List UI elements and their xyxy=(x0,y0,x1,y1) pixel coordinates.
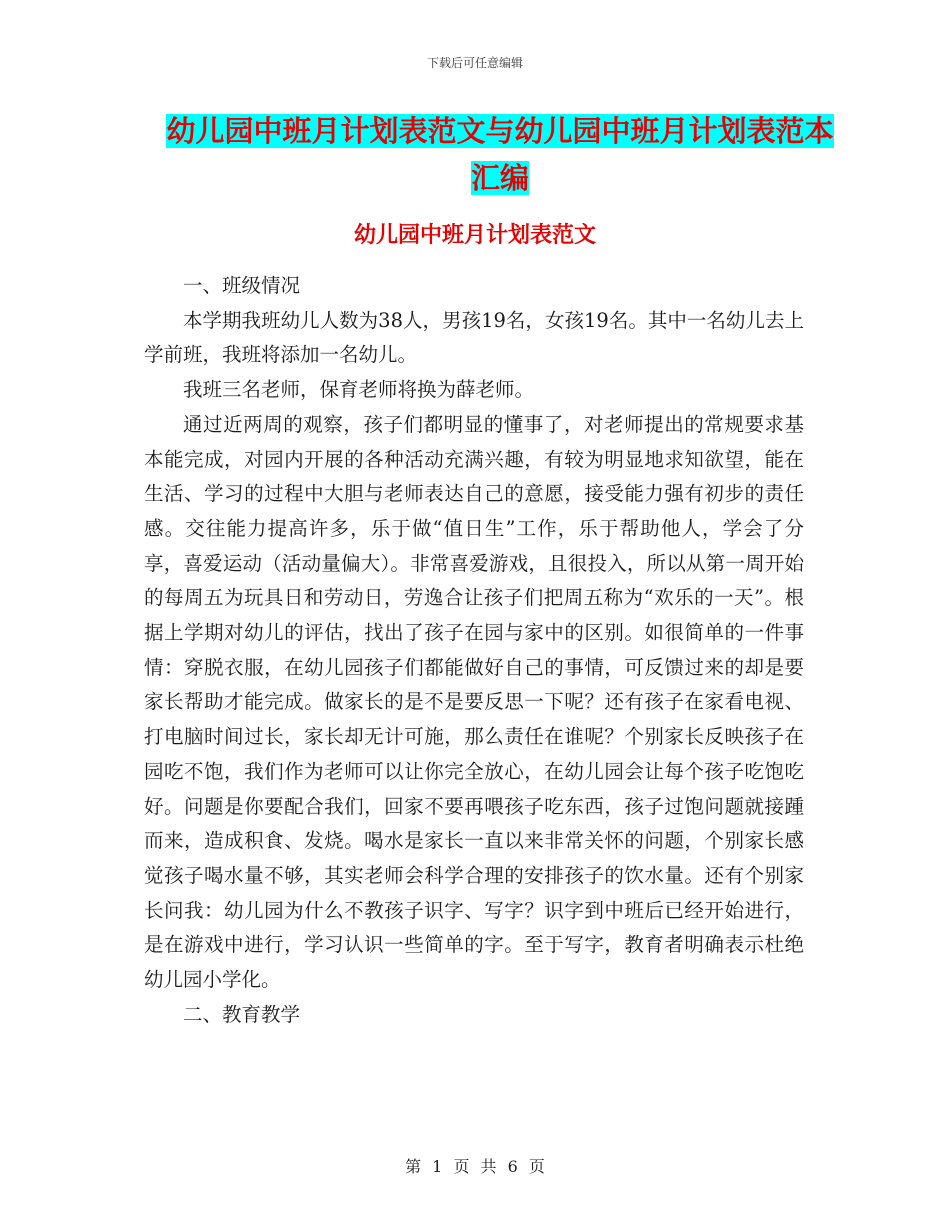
document-title-line2: 汇编 xyxy=(470,161,529,195)
paragraph-class-size: 本学期我班幼儿人数为38人，男孩19名，女孩19名。其中一名幼儿去上学前班，我班将添加一名幼儿。 xyxy=(144,308,804,367)
document-body xyxy=(144,269,804,1032)
heading-education: 二、教育教学 xyxy=(183,1002,301,1026)
paragraph-observation: 通过近两周的观察，孩子们都明显的懂事了，对老师提出的常规要求基本能完成，对园内开展的各种活动充满兴趣，有较为明显地求知欲望，能在生活、学习的过程中大胆与老师表达自己的意愿，接受能力强有初步的责任感。交往能力提高许多，乐于做“值日生”工作，乐于帮助他人，学会了分享，喜爱运动（活动量偏大）。非常喜爱游戏，且很投入，所以从第一周开始的每周五为玩具日和劳动日，劳逸合让孩子们把周五称为“欢乐的一天”。根据上学期对幼儿的评估，找出了孩子在园与家中的区别。如很简单的一件事情：穿脱衣服，在幼儿园孩子们都能做好自己的事情，可反馈过来的却是要家长帮助才能完成。做家长的是不是要反思一下呢？还有孩子在家看电视、打电脑时间过长，家长却无计可施，那么责任在谁呢？个别家长反映孩子在园吃不饱，我们作为老师可以让你完全放心，在幼儿园会让每个孩子吃饱吃好。问题是你要配合我们，回家不要再喂孩子吃东西，孩子过饱问题就接踵而来，造成积食、发烧。喝水是家长一直以来非常关怀的问题，个别家长感觉孩子喝水量不够，其实老师会科学合理的安排孩子的饮水量。还有个别家长问我：幼儿园为什么不教孩子识字、写字？识字到中班后已经开始进行，是在游戏中进行，学习认识一些简单的字。至于写字，教育者明确表示杜绝幼儿园小学化。 xyxy=(144,412,804,992)
page-footer: 第 1 页 共 6 页 xyxy=(405,1157,545,1176)
heading-class-situation: 一、班级情况 xyxy=(183,274,301,297)
document-title xyxy=(140,108,860,202)
paragraph-teachers: 我班三名老师，保育老师将换为薛老师。 xyxy=(183,378,535,402)
document-title-line1: 幼儿园中班月计划表范文与幼儿园中班月计划表范本 xyxy=(166,114,834,148)
section-title: 幼儿园中班月计划表范文 xyxy=(353,223,596,248)
header-note: 下载后可任意编辑 xyxy=(426,56,523,70)
